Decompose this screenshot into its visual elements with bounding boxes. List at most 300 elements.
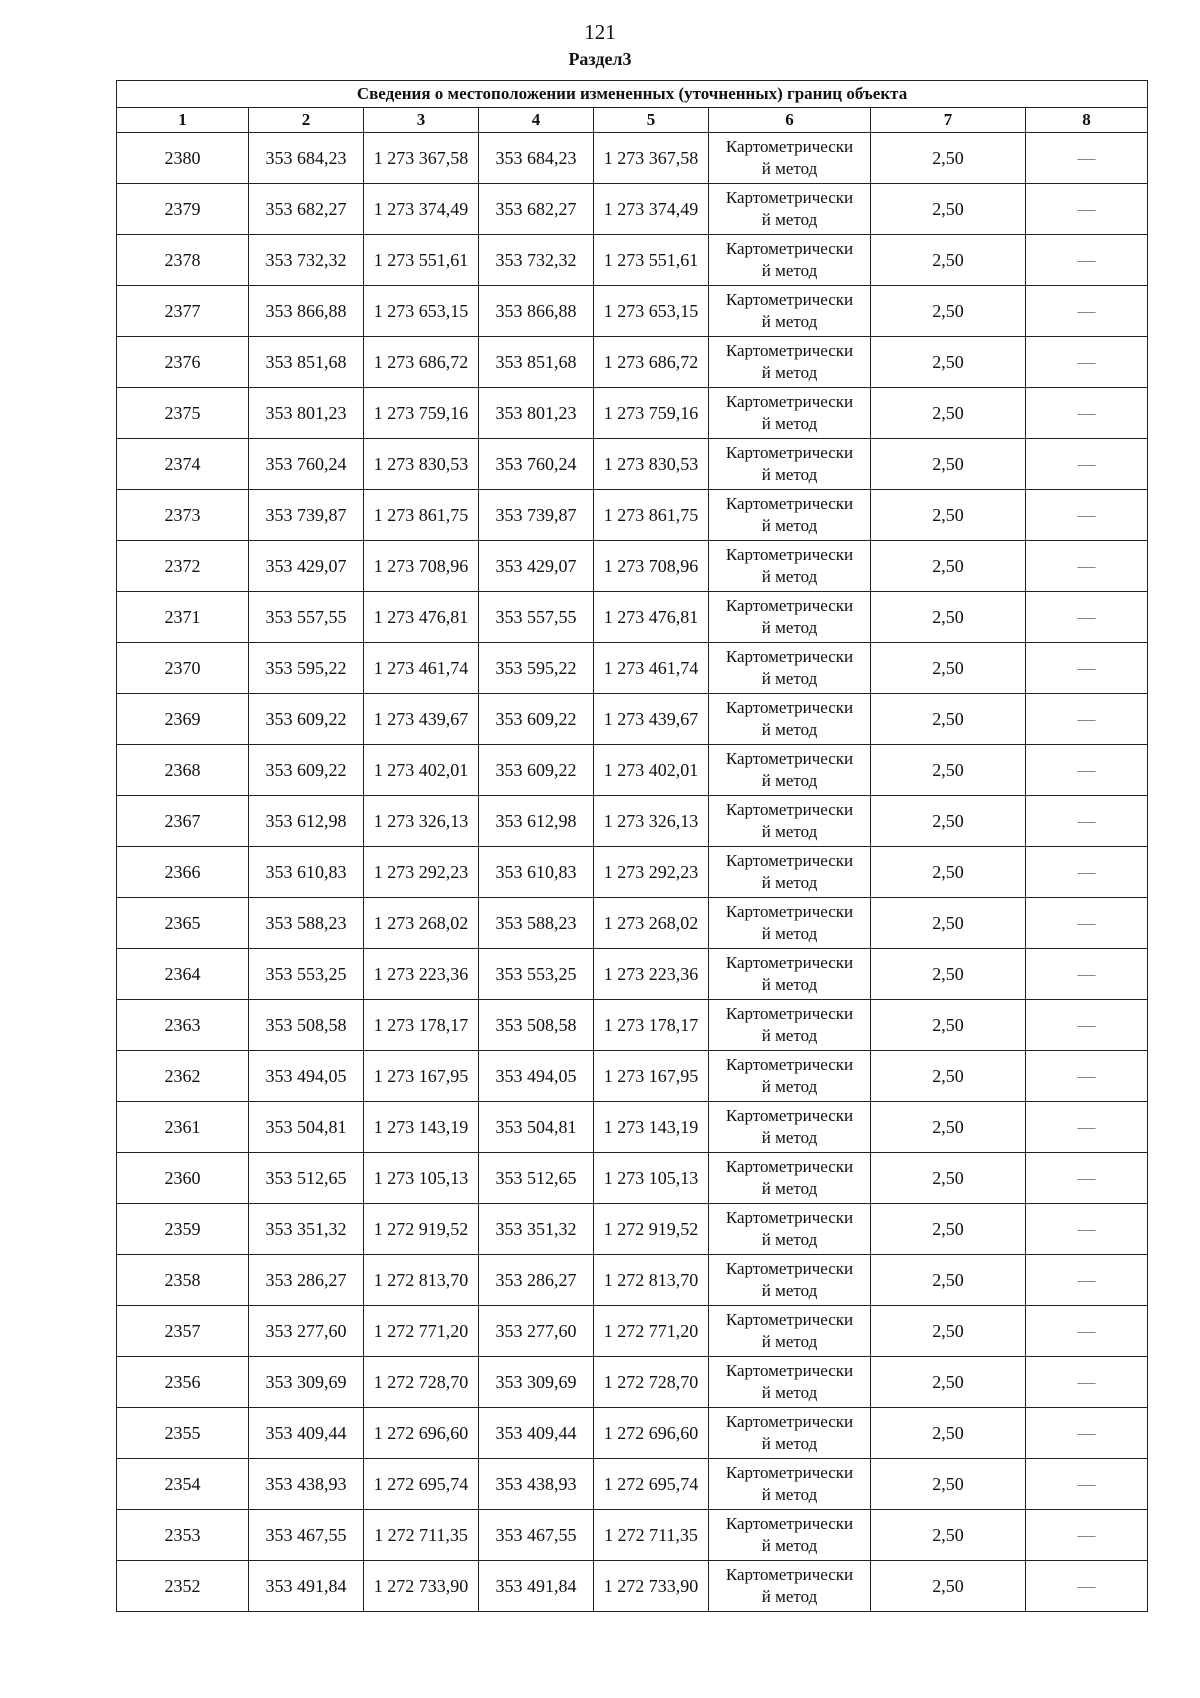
- existing-y-cell: 1 272 728,70: [364, 1357, 479, 1408]
- point-number-cell: 2360: [117, 1153, 249, 1204]
- precision-cell: 2,50: [871, 490, 1026, 541]
- point-number-cell: 2377: [117, 286, 249, 337]
- new-x-cell: 353 595,22: [479, 643, 594, 694]
- description-cell: —: [1026, 1204, 1148, 1255]
- description-cell: —: [1026, 643, 1148, 694]
- method-text-line2: й метод: [761, 567, 818, 586]
- method-text-line1: Картометрически: [725, 341, 854, 360]
- description-cell: —: [1026, 847, 1148, 898]
- description-cell: —: [1026, 1306, 1148, 1357]
- method-text-line2: й метод: [761, 1485, 818, 1504]
- existing-y-cell: 1 272 919,52: [364, 1204, 479, 1255]
- point-number-cell: 2366: [117, 847, 249, 898]
- existing-y-cell: 1 273 223,36: [364, 949, 479, 1000]
- method-cell: [709, 1357, 871, 1408]
- table-row: [117, 439, 1148, 490]
- table-body: [117, 133, 1148, 1612]
- column-number: 1: [117, 108, 249, 133]
- method-text-line2: й метод: [761, 618, 818, 637]
- method-cell: [709, 796, 871, 847]
- new-y-cell: 1 273 653,15: [594, 286, 709, 337]
- point-number-cell: 2371: [117, 592, 249, 643]
- new-x-cell: 353 504,81: [479, 1102, 594, 1153]
- table-row: [117, 745, 1148, 796]
- existing-y-cell: 1 272 771,20: [364, 1306, 479, 1357]
- new-x-cell: 353 277,60: [479, 1306, 594, 1357]
- method-text-line1: Картометрически: [725, 1412, 854, 1431]
- existing-y-cell: 1 272 733,90: [364, 1561, 479, 1612]
- table-row: [117, 643, 1148, 694]
- point-number-cell: 2365: [117, 898, 249, 949]
- method-text-line1: Картометрически: [725, 545, 854, 564]
- method-text-line2: й метод: [761, 1536, 818, 1555]
- new-y-cell: 1 273 861,75: [594, 490, 709, 541]
- precision-cell: 2,50: [871, 184, 1026, 235]
- new-y-cell: 1 273 367,58: [594, 133, 709, 184]
- existing-x-cell: 353 409,44: [249, 1408, 364, 1459]
- existing-y-cell: 1 273 292,23: [364, 847, 479, 898]
- new-x-cell: 353 438,93: [479, 1459, 594, 1510]
- existing-x-cell: 353 553,25: [249, 949, 364, 1000]
- table-row: [117, 184, 1148, 235]
- table-row: [117, 949, 1148, 1000]
- existing-x-cell: 353 588,23: [249, 898, 364, 949]
- existing-x-cell: 353 682,27: [249, 184, 364, 235]
- method-cell: [709, 643, 871, 694]
- new-x-cell: 353 491,84: [479, 1561, 594, 1612]
- precision-cell: 2,50: [871, 337, 1026, 388]
- table-row: [117, 592, 1148, 643]
- method-text-line1: Картометрически: [725, 1259, 854, 1278]
- new-x-cell: 353 866,88: [479, 286, 594, 337]
- method-text-line1: Картометрически: [725, 1055, 854, 1074]
- method-text-line2: й метод: [761, 669, 818, 688]
- table-row: [117, 796, 1148, 847]
- table-row: [117, 388, 1148, 439]
- new-y-cell: 1 273 439,67: [594, 694, 709, 745]
- existing-x-cell: 353 866,88: [249, 286, 364, 337]
- existing-y-cell: 1 273 167,95: [364, 1051, 479, 1102]
- description-cell: —: [1026, 439, 1148, 490]
- method-cell: [709, 1153, 871, 1204]
- point-number-cell: 2367: [117, 796, 249, 847]
- description-cell: —: [1026, 541, 1148, 592]
- precision-cell: 2,50: [871, 1510, 1026, 1561]
- table-row: [117, 1102, 1148, 1153]
- existing-x-cell: 353 595,22: [249, 643, 364, 694]
- table-caption: Сведения о местоположении измененных (уточненных) границ объекта: [117, 81, 1148, 108]
- new-y-cell: 1 273 143,19: [594, 1102, 709, 1153]
- new-y-cell: 1 273 461,74: [594, 643, 709, 694]
- table-row: [117, 1204, 1148, 1255]
- point-number-cell: 2372: [117, 541, 249, 592]
- method-text-line2: й метод: [761, 1077, 818, 1096]
- method-text-line1: Картометрически: [725, 1565, 854, 1584]
- table-row: [117, 1357, 1148, 1408]
- description-cell: —: [1026, 1459, 1148, 1510]
- point-number-cell: 2364: [117, 949, 249, 1000]
- column-number: 8: [1026, 108, 1148, 133]
- new-y-cell: 1 273 178,17: [594, 1000, 709, 1051]
- new-x-cell: 353 553,25: [479, 949, 594, 1000]
- new-y-cell: 1 273 476,81: [594, 592, 709, 643]
- method-text-line1: Картометрически: [725, 953, 854, 972]
- description-cell: —: [1026, 694, 1148, 745]
- existing-x-cell: 353 286,27: [249, 1255, 364, 1306]
- point-number-cell: 2370: [117, 643, 249, 694]
- method-text-line1: Картометрически: [725, 749, 854, 768]
- table-row: [117, 1459, 1148, 1510]
- method-text-line1: Картометрически: [725, 1514, 854, 1533]
- method-text-line2: й метод: [761, 1332, 818, 1351]
- table-row: [117, 286, 1148, 337]
- new-x-cell: 353 732,32: [479, 235, 594, 286]
- method-text-line2: й метод: [761, 312, 818, 331]
- method-text-line2: й метод: [761, 873, 818, 892]
- precision-cell: 2,50: [871, 847, 1026, 898]
- existing-y-cell: 1 273 461,74: [364, 643, 479, 694]
- description-cell: —: [1026, 337, 1148, 388]
- method-text-line1: Картометрически: [725, 1106, 854, 1125]
- method-text-line1: Картометрически: [725, 1004, 854, 1023]
- description-cell: —: [1026, 286, 1148, 337]
- new-x-cell: 353 429,07: [479, 541, 594, 592]
- precision-cell: 2,50: [871, 898, 1026, 949]
- method-text-line2: й метод: [761, 975, 818, 994]
- method-text-line1: Картометрически: [725, 239, 854, 258]
- method-text-line1: Картометрически: [725, 902, 854, 921]
- method-text-line1: Картометрически: [725, 1157, 854, 1176]
- existing-x-cell: 353 760,24: [249, 439, 364, 490]
- point-number-cell: 2354: [117, 1459, 249, 1510]
- method-text-line1: Картометрически: [725, 1310, 854, 1329]
- table-row: [117, 898, 1148, 949]
- existing-x-cell: 353 277,60: [249, 1306, 364, 1357]
- method-text-line2: й метод: [761, 1434, 818, 1453]
- method-cell: [709, 1204, 871, 1255]
- point-number-cell: 2380: [117, 133, 249, 184]
- description-cell: —: [1026, 745, 1148, 796]
- method-cell: [709, 490, 871, 541]
- method-text-line1: Картометрически: [725, 1463, 854, 1482]
- point-number-cell: 2378: [117, 235, 249, 286]
- new-y-cell: 1 273 708,96: [594, 541, 709, 592]
- new-y-cell: 1 272 696,60: [594, 1408, 709, 1459]
- point-number-cell: 2369: [117, 694, 249, 745]
- description-cell: —: [1026, 1357, 1148, 1408]
- new-y-cell: 1 272 711,35: [594, 1510, 709, 1561]
- method-cell: [709, 694, 871, 745]
- precision-cell: 2,50: [871, 133, 1026, 184]
- page-number: 121: [584, 20, 616, 44]
- description-cell: —: [1026, 1102, 1148, 1153]
- point-number-cell: 2373: [117, 490, 249, 541]
- method-cell: [709, 235, 871, 286]
- new-y-cell: 1 273 830,53: [594, 439, 709, 490]
- existing-y-cell: 1 273 268,02: [364, 898, 479, 949]
- description-cell: —: [1026, 1000, 1148, 1051]
- method-text-line2: й метод: [761, 1179, 818, 1198]
- existing-x-cell: 353 467,55: [249, 1510, 364, 1561]
- method-text-line2: й метод: [761, 1281, 818, 1300]
- precision-cell: 2,50: [871, 1561, 1026, 1612]
- existing-y-cell: 1 273 439,67: [364, 694, 479, 745]
- point-number-cell: 2353: [117, 1510, 249, 1561]
- method-cell: [709, 439, 871, 490]
- existing-y-cell: 1 273 105,13: [364, 1153, 479, 1204]
- new-y-cell: 1 273 268,02: [594, 898, 709, 949]
- existing-y-cell: 1 272 695,74: [364, 1459, 479, 1510]
- method-text-line1: Картометрически: [725, 1208, 854, 1227]
- precision-cell: 2,50: [871, 388, 1026, 439]
- method-cell: [709, 1306, 871, 1357]
- precision-cell: 2,50: [871, 745, 1026, 796]
- new-x-cell: 353 609,22: [479, 694, 594, 745]
- table-row: [117, 1510, 1148, 1561]
- new-x-cell: 353 739,87: [479, 490, 594, 541]
- precision-cell: 2,50: [871, 1051, 1026, 1102]
- existing-y-cell: 1 273 476,81: [364, 592, 479, 643]
- column-number: 4: [479, 108, 594, 133]
- new-y-cell: 1 273 686,72: [594, 337, 709, 388]
- existing-y-cell: 1 273 708,96: [364, 541, 479, 592]
- description-cell: —: [1026, 133, 1148, 184]
- point-number-cell: 2358: [117, 1255, 249, 1306]
- new-x-cell: 353 286,27: [479, 1255, 594, 1306]
- column-number: 2: [249, 108, 364, 133]
- precision-cell: 2,50: [871, 592, 1026, 643]
- column-number: 5: [594, 108, 709, 133]
- precision-cell: 2,50: [871, 1255, 1026, 1306]
- new-x-cell: 353 760,24: [479, 439, 594, 490]
- new-y-cell: 1 273 402,01: [594, 745, 709, 796]
- new-x-cell: 353 309,69: [479, 1357, 594, 1408]
- point-number-cell: 2375: [117, 388, 249, 439]
- new-x-cell: 353 684,23: [479, 133, 594, 184]
- existing-y-cell: 1 273 686,72: [364, 337, 479, 388]
- existing-y-cell: 1 273 402,01: [364, 745, 479, 796]
- existing-y-cell: 1 273 861,75: [364, 490, 479, 541]
- precision-cell: 2,50: [871, 541, 1026, 592]
- new-y-cell: 1 272 919,52: [594, 1204, 709, 1255]
- existing-x-cell: 353 732,32: [249, 235, 364, 286]
- method-cell: [709, 1051, 871, 1102]
- existing-x-cell: 353 610,83: [249, 847, 364, 898]
- method-cell: [709, 133, 871, 184]
- method-cell: [709, 1510, 871, 1561]
- existing-y-cell: 1 273 551,61: [364, 235, 479, 286]
- point-number-cell: 2355: [117, 1408, 249, 1459]
- description-cell: —: [1026, 1153, 1148, 1204]
- table-row: [117, 235, 1148, 286]
- method-cell: [709, 541, 871, 592]
- point-number-cell: 2356: [117, 1357, 249, 1408]
- table-row: [117, 1306, 1148, 1357]
- point-number-cell: 2368: [117, 745, 249, 796]
- column-number: 6: [709, 108, 871, 133]
- method-text-line2: й метод: [761, 1230, 818, 1249]
- table-row: [117, 133, 1148, 184]
- table-row: [117, 1153, 1148, 1204]
- description-cell: —: [1026, 388, 1148, 439]
- description-cell: —: [1026, 949, 1148, 1000]
- method-text-line1: Картометрически: [725, 188, 854, 207]
- existing-y-cell: 1 272 813,70: [364, 1255, 479, 1306]
- method-text-line2: й метод: [761, 414, 818, 433]
- precision-cell: 2,50: [871, 1000, 1026, 1051]
- new-x-cell: 353 682,27: [479, 184, 594, 235]
- precision-cell: 2,50: [871, 1153, 1026, 1204]
- new-x-cell: 353 508,58: [479, 1000, 594, 1051]
- point-number-cell: 2363: [117, 1000, 249, 1051]
- table-row: [117, 847, 1148, 898]
- description-cell: —: [1026, 898, 1148, 949]
- existing-x-cell: 353 351,32: [249, 1204, 364, 1255]
- method-text-line1: Картометрически: [725, 698, 854, 717]
- description-cell: —: [1026, 184, 1148, 235]
- section-title: Раздел3: [568, 49, 632, 69]
- existing-y-cell: 1 272 711,35: [364, 1510, 479, 1561]
- precision-cell: 2,50: [871, 643, 1026, 694]
- new-y-cell: 1 273 326,13: [594, 796, 709, 847]
- method-text-line2: й метод: [761, 363, 818, 382]
- existing-x-cell: 353 504,81: [249, 1102, 364, 1153]
- existing-x-cell: 353 612,98: [249, 796, 364, 847]
- method-cell: [709, 184, 871, 235]
- precision-cell: 2,50: [871, 1102, 1026, 1153]
- point-number-cell: 2374: [117, 439, 249, 490]
- new-x-cell: 353 609,22: [479, 745, 594, 796]
- method-cell: [709, 286, 871, 337]
- description-cell: —: [1026, 592, 1148, 643]
- method-cell: [709, 949, 871, 1000]
- method-text-line1: Картометрически: [725, 1361, 854, 1380]
- precision-cell: 2,50: [871, 694, 1026, 745]
- precision-cell: 2,50: [871, 235, 1026, 286]
- method-cell: [709, 337, 871, 388]
- precision-cell: 2,50: [871, 1204, 1026, 1255]
- point-number-cell: 2352: [117, 1561, 249, 1612]
- method-text-line2: й метод: [761, 720, 818, 739]
- method-text-line2: й метод: [761, 516, 818, 535]
- new-y-cell: 1 273 759,16: [594, 388, 709, 439]
- description-cell: —: [1026, 1561, 1148, 1612]
- table-row: [117, 1561, 1148, 1612]
- existing-y-cell: 1 273 830,53: [364, 439, 479, 490]
- column-number: 7: [871, 108, 1026, 133]
- point-number-cell: 2362: [117, 1051, 249, 1102]
- new-y-cell: 1 273 223,36: [594, 949, 709, 1000]
- existing-x-cell: 353 309,69: [249, 1357, 364, 1408]
- new-y-cell: 1 272 771,20: [594, 1306, 709, 1357]
- table-row: [117, 1000, 1148, 1051]
- existing-y-cell: 1 273 374,49: [364, 184, 479, 235]
- existing-x-cell: 353 609,22: [249, 745, 364, 796]
- method-text-line1: Картометрически: [725, 800, 854, 819]
- new-y-cell: 1 272 813,70: [594, 1255, 709, 1306]
- method-text-line2: й метод: [761, 822, 818, 841]
- new-y-cell: 1 273 167,95: [594, 1051, 709, 1102]
- existing-x-cell: 353 739,87: [249, 490, 364, 541]
- method-cell: [709, 847, 871, 898]
- precision-cell: 2,50: [871, 1459, 1026, 1510]
- existing-x-cell: 353 851,68: [249, 337, 364, 388]
- description-cell: —: [1026, 1510, 1148, 1561]
- new-x-cell: 353 851,68: [479, 337, 594, 388]
- method-cell: [709, 1459, 871, 1510]
- new-y-cell: 1 272 733,90: [594, 1561, 709, 1612]
- table-row: [117, 490, 1148, 541]
- method-cell: [709, 592, 871, 643]
- new-x-cell: 353 494,05: [479, 1051, 594, 1102]
- existing-x-cell: 353 508,58: [249, 1000, 364, 1051]
- method-cell: [709, 1561, 871, 1612]
- method-cell: [709, 898, 871, 949]
- description-cell: —: [1026, 490, 1148, 541]
- method-text-line2: й метод: [761, 159, 818, 178]
- point-number-cell: 2379: [117, 184, 249, 235]
- boundary-coordinates-table: [116, 80, 1148, 1612]
- new-x-cell: 353 467,55: [479, 1510, 594, 1561]
- method-text-line1: Картометрически: [725, 596, 854, 615]
- new-x-cell: 353 801,23: [479, 388, 594, 439]
- column-number: 3: [364, 108, 479, 133]
- new-x-cell: 353 409,44: [479, 1408, 594, 1459]
- point-number-cell: 2357: [117, 1306, 249, 1357]
- new-y-cell: 1 273 551,61: [594, 235, 709, 286]
- existing-x-cell: 353 491,84: [249, 1561, 364, 1612]
- description-cell: —: [1026, 1051, 1148, 1102]
- precision-cell: 2,50: [871, 1357, 1026, 1408]
- point-number-cell: 2359: [117, 1204, 249, 1255]
- precision-cell: 2,50: [871, 1408, 1026, 1459]
- method-cell: [709, 1255, 871, 1306]
- existing-y-cell: 1 273 326,13: [364, 796, 479, 847]
- existing-y-cell: 1 273 653,15: [364, 286, 479, 337]
- method-cell: [709, 1102, 871, 1153]
- new-x-cell: 353 610,83: [479, 847, 594, 898]
- method-text-line2: й метод: [761, 771, 818, 790]
- existing-x-cell: 353 801,23: [249, 388, 364, 439]
- new-y-cell: 1 273 292,23: [594, 847, 709, 898]
- table-row: [117, 1051, 1148, 1102]
- new-x-cell: 353 351,32: [479, 1204, 594, 1255]
- method-text-line2: й метод: [761, 1587, 818, 1606]
- method-cell: [709, 745, 871, 796]
- new-y-cell: 1 272 695,74: [594, 1459, 709, 1510]
- new-y-cell: 1 272 728,70: [594, 1357, 709, 1408]
- method-text-line2: й метод: [761, 1128, 818, 1147]
- method-cell: [709, 1000, 871, 1051]
- existing-y-cell: 1 272 696,60: [364, 1408, 479, 1459]
- existing-x-cell: 353 557,55: [249, 592, 364, 643]
- precision-cell: 2,50: [871, 949, 1026, 1000]
- new-x-cell: 353 512,65: [479, 1153, 594, 1204]
- existing-x-cell: 353 429,07: [249, 541, 364, 592]
- description-cell: —: [1026, 796, 1148, 847]
- new-y-cell: 1 273 374,49: [594, 184, 709, 235]
- point-number-cell: 2361: [117, 1102, 249, 1153]
- method-text-line2: й метод: [761, 924, 818, 943]
- existing-x-cell: 353 438,93: [249, 1459, 364, 1510]
- description-cell: —: [1026, 1255, 1148, 1306]
- description-cell: —: [1026, 235, 1148, 286]
- table-row: [117, 541, 1148, 592]
- table-row: [117, 1255, 1148, 1306]
- method-text-line2: й метод: [761, 261, 818, 280]
- existing-y-cell: 1 273 759,16: [364, 388, 479, 439]
- existing-y-cell: 1 273 143,19: [364, 1102, 479, 1153]
